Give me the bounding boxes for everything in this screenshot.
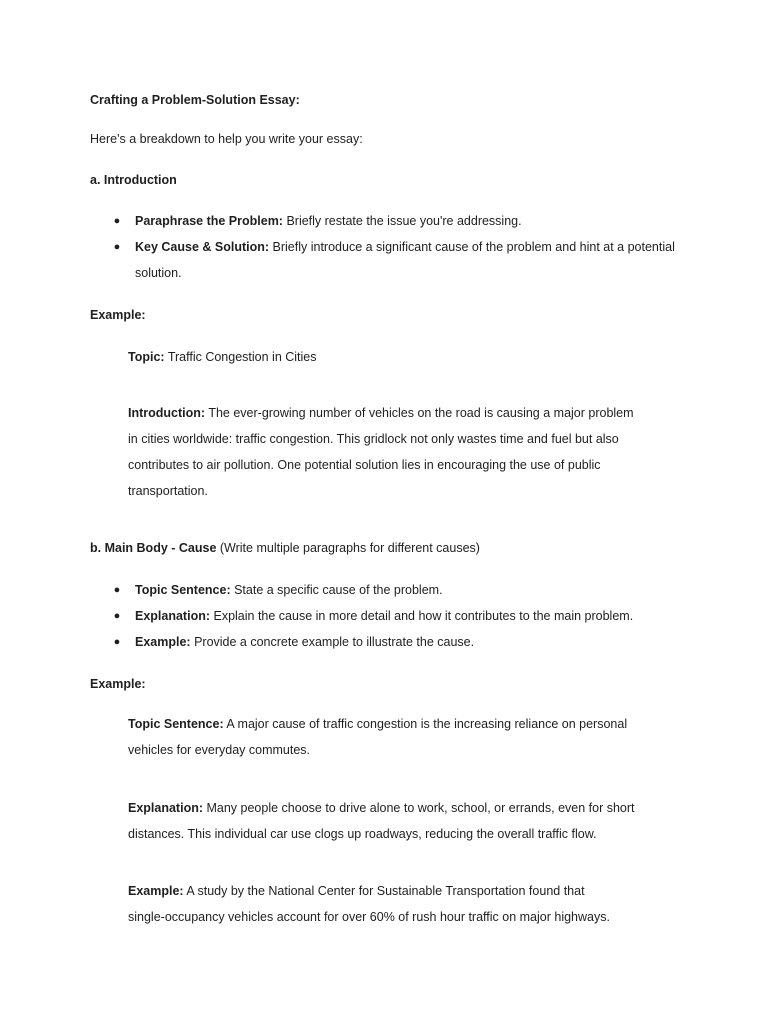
intro-paragraph: Here's a breakdown to help you write your essay: xyxy=(90,132,363,146)
bullet-icon: ● xyxy=(113,610,121,622)
section-a-heading: a. Introduction xyxy=(90,173,177,187)
bullet-icon: ● xyxy=(113,584,121,596)
bullet-icon: ● xyxy=(113,636,121,648)
list-item-label: Paraphrase the Problem: xyxy=(135,214,283,228)
explanation-text: Many people choose to drive alone to work, school, or errands, even for short xyxy=(203,801,635,815)
list-item-label: Explanation: xyxy=(135,609,211,623)
example-heading: Example: xyxy=(90,677,146,691)
example-introduction-line: transportation. xyxy=(128,484,208,498)
list-item-text: Provide a concrete example to illustrate the cause. xyxy=(190,635,475,649)
bullet-icon: ● xyxy=(113,241,121,253)
example-topic-sentence-line xyxy=(128,716,627,732)
example-topic xyxy=(128,349,317,365)
example-heading: Example: xyxy=(90,308,146,322)
list-item xyxy=(135,634,474,650)
list-item xyxy=(135,213,522,229)
document-title: Crafting a Problem-Solution Essay: xyxy=(90,93,300,107)
list-item-label: Example: xyxy=(135,635,191,649)
example-example-line xyxy=(128,883,585,899)
example-explanation-line xyxy=(128,800,635,816)
example-text: A study by the National Center for Sustainable Transportation found that xyxy=(183,884,585,898)
explanation-label: Explanation: xyxy=(128,801,204,815)
example-topic-sentence-line: vehicles for everyday commutes. xyxy=(128,743,311,757)
list-item-label: Topic Sentence: xyxy=(135,583,231,597)
example-label: Example: xyxy=(128,884,184,898)
list-item xyxy=(135,608,633,624)
list-item xyxy=(135,239,675,255)
topic-label: Topic: xyxy=(128,350,165,364)
section-b-heading-bold: b. Main Body - Cause xyxy=(90,541,217,555)
list-item-continuation: solution. xyxy=(135,266,182,280)
example-introduction-line xyxy=(128,405,634,421)
example-introduction-line: contributes to air pollution. One potential solution lies in encouraging the use of public xyxy=(128,458,601,472)
list-item-text: Briefly restate the issue you're addressing. xyxy=(282,214,522,228)
example-introduction-line: in cities worldwide: traffic congestion. This gridlock not only wastes time and fuel but also xyxy=(128,432,619,446)
list-item xyxy=(135,582,443,598)
section-b-heading-note: (Write multiple paragraphs for different causes) xyxy=(216,541,480,555)
list-item-text: Briefly introduce a significant cause of the problem and hint at a potential xyxy=(269,240,675,254)
bullet-icon: ● xyxy=(113,215,121,227)
list-item-text: State a specific cause of the problem. xyxy=(230,583,443,597)
introduction-label: Introduction: xyxy=(128,406,206,420)
section-b-heading xyxy=(90,540,480,556)
topic-sentence-label: Topic Sentence: xyxy=(128,717,224,731)
example-example-line: single-occupancy vehicles account for over 60% of rush hour traffic on major highways. xyxy=(128,910,610,924)
topic-sentence-text: A major cause of traffic congestion is the increasing reliance on personal xyxy=(223,717,628,731)
topic-text: Traffic Congestion in Cities xyxy=(164,350,317,364)
list-item-text: Explain the cause in more detail and how it contributes to the main problem. xyxy=(210,609,634,623)
introduction-text: The ever-growing number of vehicles on the road is causing a major problem xyxy=(205,406,634,420)
list-item-label: Key Cause & Solution: xyxy=(135,240,270,254)
example-explanation-line: distances. This individual car use clogs up roadways, reducing the overall traffic flow. xyxy=(128,827,597,841)
